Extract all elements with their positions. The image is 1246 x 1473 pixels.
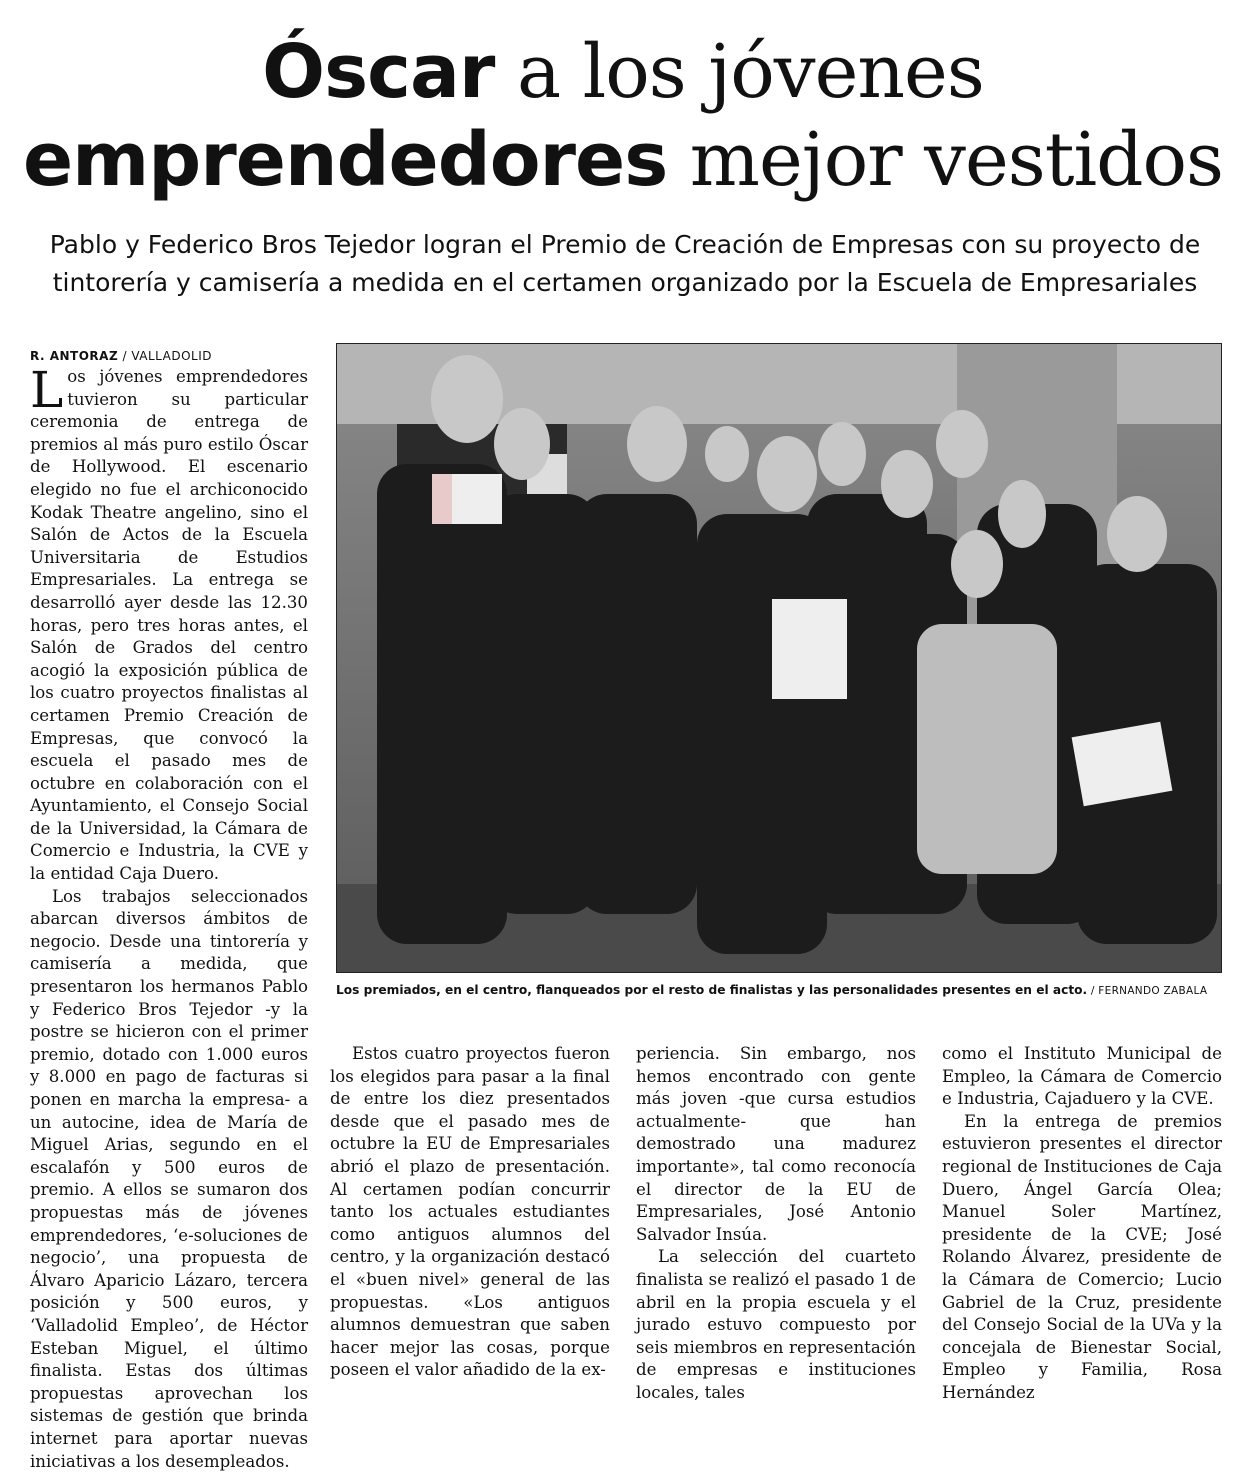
headline-word-2: emprendedores bbox=[22, 117, 668, 203]
subheadline: Pablo y Federico Bros Tejedor logran el Premio de Creación de Empresas con su proyecto de tintorería y camisería a medida en el certamen organizado por la Escuela de Empresariales bbox=[49, 230, 1201, 297]
headline-part-1: a los jóvenes bbox=[494, 29, 984, 115]
byline-place: / VALLADOLID bbox=[118, 349, 212, 363]
drop-cap: L bbox=[30, 361, 64, 419]
byline-author: R. ANTORAZ bbox=[30, 349, 119, 363]
paragraph: periencia. Sin embargo, nos hemos encontrado con gente más joven -que cursa estudios actualmente- que han demostrado una madurez importante», tal como reconocía el director de la EU de Empresariales, José Antonio Salvador Insúa. bbox=[636, 1044, 916, 1244]
article-column-4 bbox=[942, 1043, 1222, 1405]
caption-text: Los premiados, en el centro, flanqueados por el resto de finalistas y las personalidades presentes en el acto. bbox=[336, 983, 1088, 997]
headline-word-1: Óscar bbox=[262, 29, 495, 115]
headline bbox=[0, 28, 1246, 204]
news-photo bbox=[336, 343, 1222, 973]
photo-caption bbox=[336, 982, 1226, 999]
paragraph: Los jóvenes emprendedores tuvieron su particular ceremonia de entrega de premios al más puro estilo Óscar de Hollywood. El escenario elegido no fue el archiconocido Kodak Theatre angelino, sino el Salón de Actos de la Escuela Universitaria de Estudios Empresariales. La entrega se desarrolló ayer desde las 12.30 horas, pero tres horas antes, el Salón de Grados del centro acogió la exposición pública de los cuatro proyectos finalistas al certamen Premio Creación de Empresas, que convocó la escuela el pasado mes de octubre en colaboración con el Ayuntamiento, el Consejo Social de la Universidad, la Cámara de Comercio e Industria, la CVE y la entidad Caja Duero. bbox=[30, 361, 308, 884]
photo-credit: / FERNANDO ZABALA bbox=[1087, 985, 1208, 997]
article-column-1 bbox=[30, 348, 308, 1473]
paragraph: Los trabajos seleccionados abarcan diversos ámbitos de negocio. Desde una tintorería y camisería a medida, que presentaron los hermanos Pablo y Federico Bros Tejedor -y la postre se hicieron con el primer premio, dotado con 1.000 euros y 8.000 en pago de facturas si ponen en marcha la empresa- a un autocine, idea de María de Miguel Arias, segundo en el escalafón y 500 euros de premio. A ellos se sumaron dos propuestas más de jóvenes emprendedores, ‘e-soluciones de negocio’, una propuesta de Álvaro Aparicio Lázaro, tercera posición y 500 euros, y ‘Valladolid Empleo’, de Héctor Esteban Miguel, el último finalista. Estas dos últimas propuestas aprovechan los sistemas de gestión que brinda internet para aportar nuevas iniciativas a los desempleados. bbox=[30, 886, 308, 1471]
headline-part-2: mejor vestidos bbox=[667, 117, 1224, 203]
article-column-2 bbox=[330, 1043, 610, 1382]
paragraph: como el Instituto Municipal de Empleo, la Cámara de Comercio e Industria, Cajaduero y la CVE. bbox=[942, 1044, 1222, 1109]
byline bbox=[30, 348, 308, 364]
paragraph: Estos cuatro proyectos fueron los elegidos para pasar a la final de entre los diez presentados desde que el pasado mes de octubre la EU de Empresariales abrió el plazo de presentación. Al certamen podían concurrir tanto los actuales estudiantes como antiguos alumnos del centro, y la organización destacó el «buen nivel» general de las propuestas. «Los antiguos alumnos demuestran que saben hacer mejor las cosas, porque poseen el valor añadido de la ex- bbox=[330, 1044, 610, 1380]
paragraph: En la entrega de premios estuvieron presentes el director regional de Instituciones de Caja Duero, Ángel García Olea; Manuel Soler Martínez, presidente de la CVE; José Rolando Álvarez, presidente de la Cámara de Comercio; Lucio Gabriel de la Cruz, presidente del Consejo Social de la UVa y la concejala de Bienestar Social, Empleo y Familia, Rosa Hernández bbox=[942, 1111, 1222, 1402]
paragraph: La selección del cuarteto finalista se realizó el pasado 1 de abril en la propia escuela y el jurado estuvo compuesto por seis miembros en representación de empresas e instituciones locales, tales bbox=[636, 1247, 916, 1402]
article-column-3 bbox=[636, 1043, 916, 1405]
group-photo-image bbox=[337, 344, 1221, 972]
